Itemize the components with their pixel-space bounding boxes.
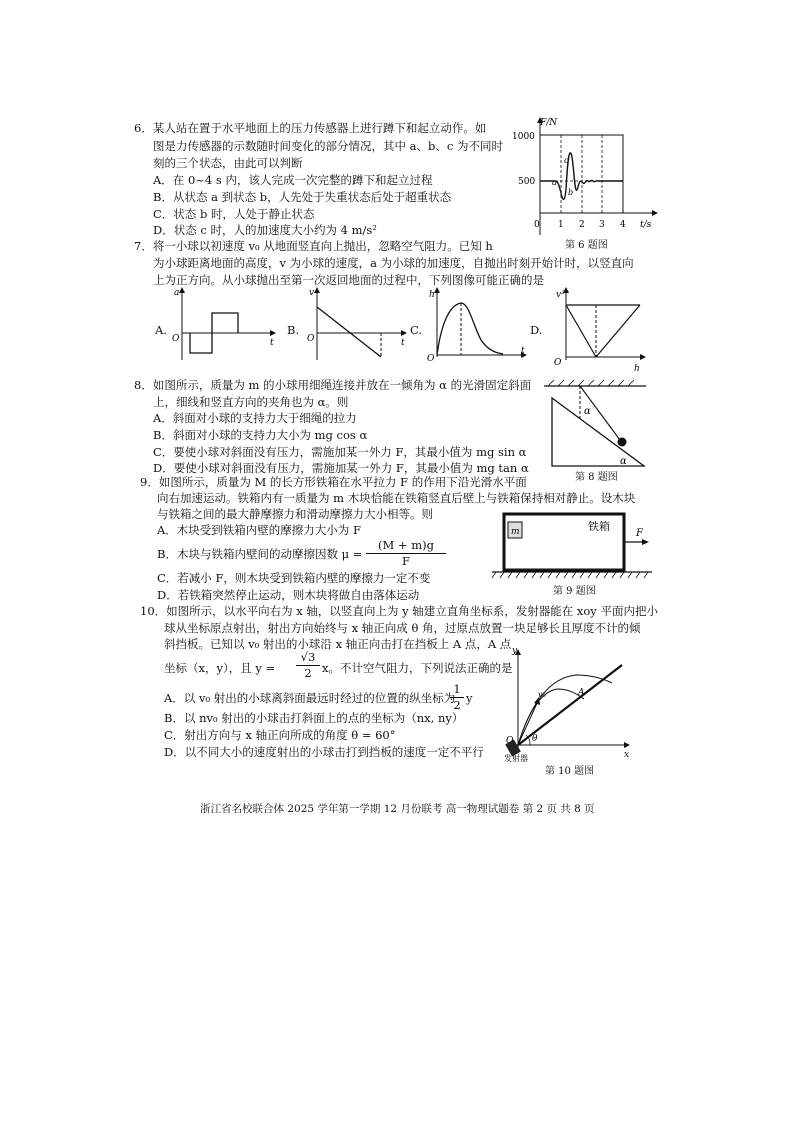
q8-option-c: C．要使小球对斜面没有压力，需施加某一外力 F，其最小值为 mg sin α: [153, 445, 527, 459]
q9-option-a: A．木块受到铁箱内壁的摩擦力大小为 F: [157, 523, 361, 537]
q10-option-a-text: A．以 v₀ 射出的小球离斜面最远时经过的位置的纵坐标为: [164, 691, 456, 705]
q9-block-label: m: [511, 527, 520, 537]
q7-b-xlabel: t: [401, 338, 405, 348]
q8-line-2: 上，细线和竖直方向的夹角也为 α。则: [153, 395, 349, 409]
q6-point-c: c: [564, 156, 569, 165]
q8-option-a: A．斜面对小球的支持力大于细绳的拉力: [153, 411, 357, 425]
q6-option-b: B．从状态 a 到状态 b，人先处于失重状态后处于超重状态: [153, 190, 452, 204]
q10-theta-label: θ: [532, 734, 538, 744]
q10-coord-numerator: √3: [296, 650, 320, 666]
q8-line-1: 8．如图所示，质量为 m 的小球用细绳连接并放在一倾角为 α 的光滑固定斜面: [134, 378, 532, 392]
q10-option-c: C．射出方向与 x 轴正向所成的角度 θ = 60°: [164, 728, 396, 742]
q7-c-origin: O: [427, 354, 435, 364]
q7-line-2: 为小球距离地面的高度，v 为小球的速度，a 为小球的加速度，自抛出时刻开始计时，以竖直向: [153, 256, 634, 270]
q6-figure-caption: 第 6 题图: [565, 240, 608, 251]
q9-force-label: F: [636, 528, 643, 539]
q9-line-3: 与铁箱之间的最大静摩擦力和滑动摩擦力大小相等。则: [157, 507, 433, 521]
page-footer: 浙江省名校联合体 2025 学年第一学期 12 月份联考 高一物理试题卷 第 2 页 共 8 页: [200, 803, 595, 815]
q10-launcher-label: 发射器: [504, 754, 528, 763]
q7-a-xlabel: t: [270, 338, 274, 348]
q9-box-label: 铁箱: [588, 520, 610, 533]
q6-xtick-4: 4: [620, 220, 626, 230]
q7-option-b-label: B.: [287, 323, 300, 337]
q6-option-d: D．状态 c 时，人的加速度大小约为 4 m/s²: [153, 223, 377, 237]
q9-option-b-text: B．木块与铁箱内壁间的动摩擦因数 μ =: [157, 547, 363, 561]
q8-angle-bottom: α: [620, 456, 627, 467]
q10-v0-label: v₀: [538, 690, 546, 699]
q9-option-b-denominator: F: [402, 554, 410, 568]
q10-line-1: 10．如图所示，以水平向右为 x 轴，以竖直向上为 y 轴建立直角坐标系，发射器能在 xoy 平面内把小: [140, 604, 658, 618]
q8-figure-caption: 第 8 题图: [575, 472, 618, 483]
q6-line-3: 刻的三个状态，由此可以判断: [153, 156, 303, 170]
q9-iron-box-figure: [490, 510, 655, 582]
q6-xtick-0: 0: [534, 220, 540, 230]
q7-d-xlabel: h: [634, 364, 640, 374]
q6-option-c: C．状态 b 时，人处于静止状态: [153, 207, 315, 221]
q6-option-a: A．在 0~4 s 内，该人完成一次完整的蹲下和起立过程: [153, 173, 433, 187]
q7-graph-d: [548, 285, 648, 375]
q6-line-2: 图是力传感器的示数随时间变化的部分情况，其中 a、b、c 为不同时: [153, 139, 503, 153]
q6-xtick-1: 1: [558, 220, 564, 230]
q8-option-b: B．斜面对小球的支持力大小为 mg cos α: [153, 428, 368, 442]
q7-graph-a: [170, 285, 280, 365]
q10-option-a-numerator: 1: [450, 682, 464, 698]
q6-xlabel: t/s: [640, 220, 652, 230]
q10-projectile-figure: [500, 645, 640, 765]
q10-point-a: A: [578, 688, 585, 698]
q7-line-1: 7．将一小球以初速度 v₀ 从地面竖直向上抛出，忽略空气阻力。已知 h: [134, 239, 493, 253]
q7-a-ylabel: a: [174, 288, 180, 298]
q7-option-a-label: A.: [155, 323, 167, 337]
q9-line-2: 向右加速运动。铁箱内有一质量为 m 木块恰能在铁箱竖直后壁上与铁箱保持相对静止。设木块: [157, 491, 636, 505]
q10-figure-caption: 第 10 题图: [545, 766, 595, 777]
q7-graph-b: [305, 285, 410, 365]
q6-ylabel: F/N: [540, 118, 558, 128]
q10-coord-text: 坐标（x，y），且 y =: [164, 661, 276, 675]
q10-option-a-denominator: 2: [453, 698, 461, 712]
q7-a-origin: O: [172, 334, 180, 344]
q10-option-a-end: y: [466, 691, 473, 705]
q7-option-d-label: D.: [530, 323, 543, 337]
q8-incline-figure: [540, 378, 650, 470]
q7-option-c-label: C.: [410, 323, 423, 337]
q10-coord-denominator: 2: [304, 666, 312, 680]
q7-d-ylabel: v²: [556, 290, 565, 300]
q10-option-b: B．以 nv₀ 射出的小球击打斜面上的点的坐标为（nx, ny）: [164, 711, 464, 725]
q7-d-origin: O: [554, 358, 562, 368]
q6-line-1: 6．某人站在置于水平地面上的压力传感器上进行蹲下和起立动作。如: [134, 121, 487, 135]
q7-c-xlabel: t: [521, 346, 525, 356]
q10-xlabel: x: [624, 750, 630, 760]
q10-option-d: D．以不同大小的速度射出的小球击打到挡板的速度一定不平行: [164, 745, 484, 759]
q9-option-b-numerator: (M + m)g: [366, 538, 446, 554]
q6-force-time-graph: [510, 115, 660, 250]
q6-xtick-3: 3: [599, 220, 605, 230]
q10-line-2: 球从坐标原点射出，射出方向始终与 x 轴正向成 θ 角，过原点放置一块足够长且厚度不计的倾: [164, 621, 641, 635]
q7-c-ylabel: h: [429, 290, 435, 300]
q9-line-1: 9．如图所示，质量为 M 的长方形铁箱在水平拉力 F 的作用下沿光滑水平面: [140, 475, 527, 489]
q6-point-b: b: [568, 188, 574, 197]
q8-option-d: D．要使小球对斜面没有压力，需施加某一外力 F，其最小值为 mg tan α: [153, 461, 529, 475]
q7-line-3: 上为正方向。从小球抛出至第一次返回地面的过程中，下列图像可能正确的是: [153, 273, 544, 287]
q7-graph-c: [425, 285, 530, 365]
q6-xtick-2: 2: [579, 220, 585, 230]
q9-figure-caption: 第 9 题图: [553, 586, 596, 597]
q9-option-c: C．若减小 F，则木块受到铁箱内壁的摩擦力一定不变: [157, 571, 431, 585]
q10-line-3: 斜挡板。已知以 v₀ 射出的小球沿 x 轴正向击打在挡板上 A 点，A 点: [164, 637, 512, 651]
q10-coord-text-end: x。不计空气阻力，下列说法正确的是: [322, 661, 513, 675]
q7-b-ylabel: v: [309, 288, 315, 298]
q10-ylabel: y: [512, 646, 518, 656]
q6-ytick-500: 500: [518, 177, 536, 187]
q6-point-a: a: [552, 178, 557, 187]
q6-ytick-1000: 1000: [512, 132, 535, 142]
q9-option-d: D．若铁箱突然停止运动，则木块将做自由落体运动: [157, 588, 420, 602]
q7-b-origin: O: [307, 334, 315, 344]
q8-angle-top: α: [584, 406, 591, 417]
q10-origin: O: [506, 736, 514, 746]
